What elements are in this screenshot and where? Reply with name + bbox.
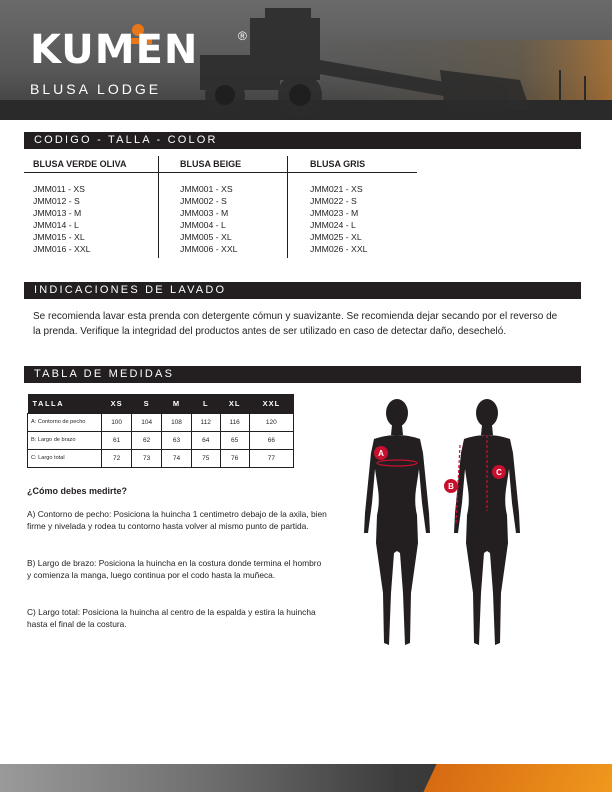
code-item: JMM001 - XS (180, 184, 233, 194)
column-header-beige: BLUSA BEIGE (180, 159, 242, 169)
measure-instruction-a: A) Contorno de pecho: Posiciona la huincha 1 centimetro debajo de la axila, bien firme y nivelada y rodea tu contorno hasta volver al mismo punto de partida. (27, 509, 327, 532)
code-item: JMM023 - M (310, 208, 359, 219)
table-row (28, 449, 294, 467)
code-item: JMM026 - XXL (310, 244, 368, 255)
washing-instructions: Se recomienda lavar esta prenda con detergente cómun y suavizante. Se recomienda dejar secando por el reverso de la prenda. Verifique la integridad del productos antes de ser utilizado en caso de detectar daño, desecheló. (33, 311, 558, 337)
size-table-header-cell: XL (220, 394, 249, 413)
table-cell: 108 (162, 413, 192, 431)
code-item: JMM004 - L (180, 220, 226, 231)
table-cell: 73 (132, 449, 162, 467)
section-header-sizes (24, 366, 581, 383)
size-table-header-cell: XS (102, 394, 132, 413)
size-table-header-cell: TALLA (28, 394, 102, 413)
table-row (28, 431, 294, 449)
column-divider (158, 156, 159, 258)
size-table-header (28, 394, 294, 413)
product-title: BLUSA LODGE (30, 81, 162, 97)
section-title-codes: CODIGO - TALLA - COLOR (34, 134, 218, 146)
code-item: JMM002 - S (180, 196, 227, 207)
size-table-header-cell: S (132, 394, 162, 413)
header-banner (0, 0, 612, 120)
code-item: JMM025 - XL (310, 232, 362, 243)
marker-c-label: C (496, 468, 502, 477)
table-cell: 76 (220, 449, 249, 467)
code-list-olive (33, 183, 90, 256)
measure-instruction-c: C) Largo total: Posiciona la huincha al centro de la espalda y estira la huincha hasta el final de la costura. (27, 607, 316, 630)
footer-accent-stripe (423, 764, 612, 792)
code-list-beige (180, 183, 237, 256)
table-cell: 112 (191, 413, 220, 431)
table-cell: 62 (132, 431, 162, 449)
marker-a-label: A (378, 449, 384, 458)
table-cell: 61 (102, 431, 132, 449)
table-cell: B: Largo de brazo (28, 431, 102, 449)
table-row (28, 413, 294, 431)
size-table (27, 394, 294, 468)
column-header-olive: BLUSA VERDE OLIVA (33, 159, 127, 169)
footer-bar (0, 764, 612, 792)
front-body-silhouette (364, 399, 430, 645)
section-header-washing (24, 282, 581, 299)
size-table-header-cell: XXL (249, 394, 293, 413)
code-item: JMM022 - S (310, 196, 357, 207)
section-header-codes (24, 132, 581, 149)
size-table-header-cell: M (162, 394, 192, 413)
section-title-washing: INDICACIONES DE LAVADO (34, 284, 227, 296)
table-cell: A: Contorno de pecho (28, 413, 102, 431)
code-item: JMM005 - XL (180, 232, 232, 243)
code-item: JMM015 - XL (33, 232, 85, 243)
table-cell: 116 (220, 413, 249, 431)
code-item: JMM021 - XS (310, 184, 363, 194)
table-cell: 120 (249, 413, 293, 431)
table-cell: 100 (102, 413, 132, 431)
measure-instruction-b: B) Largo de brazo: Posiciona la huincha en la costura donde termina el hombro y comienza la manga, luego continua por el codo hasta la muñeca. (27, 558, 322, 581)
table-cell: C: Largo total (28, 449, 102, 467)
code-list-grey (310, 183, 367, 256)
code-item: JMM024 - L (310, 220, 356, 231)
registered-mark: ® (238, 29, 247, 43)
code-item: JMM013 - M (33, 208, 82, 219)
table-cell: 74 (162, 449, 192, 467)
column-header-underline (24, 172, 417, 173)
column-divider (287, 156, 288, 258)
code-item: JMM003 - M (180, 208, 229, 219)
section-title-sizes: TABLA DE MEDIDAS (34, 368, 175, 380)
table-cell: 77 (249, 449, 293, 467)
table-cell: 63 (162, 431, 192, 449)
table-cell: 75 (191, 449, 220, 467)
table-cell: 66 (249, 431, 293, 449)
column-header-grey: BLUSA GRIS (310, 159, 366, 169)
marker-b-label: B (448, 482, 454, 491)
size-table-header-cell: L (191, 394, 220, 413)
code-item: JMM011 - XS (33, 184, 85, 194)
table-cell: 64 (191, 431, 220, 449)
code-item: JMM012 - S (33, 196, 80, 207)
brand-logo: KUMEN (30, 27, 199, 73)
body-measurement-figures (350, 393, 550, 655)
table-cell: 104 (132, 413, 162, 431)
table-cell: 65 (220, 431, 249, 449)
code-item: JMM014 - L (33, 220, 79, 231)
code-item: JMM016 - XXL (33, 244, 91, 255)
how-to-measure-title: ¿Cómo debes medirte? (27, 486, 128, 496)
table-cell: 72 (102, 449, 132, 467)
code-item: JMM006 - XXL (180, 244, 238, 255)
